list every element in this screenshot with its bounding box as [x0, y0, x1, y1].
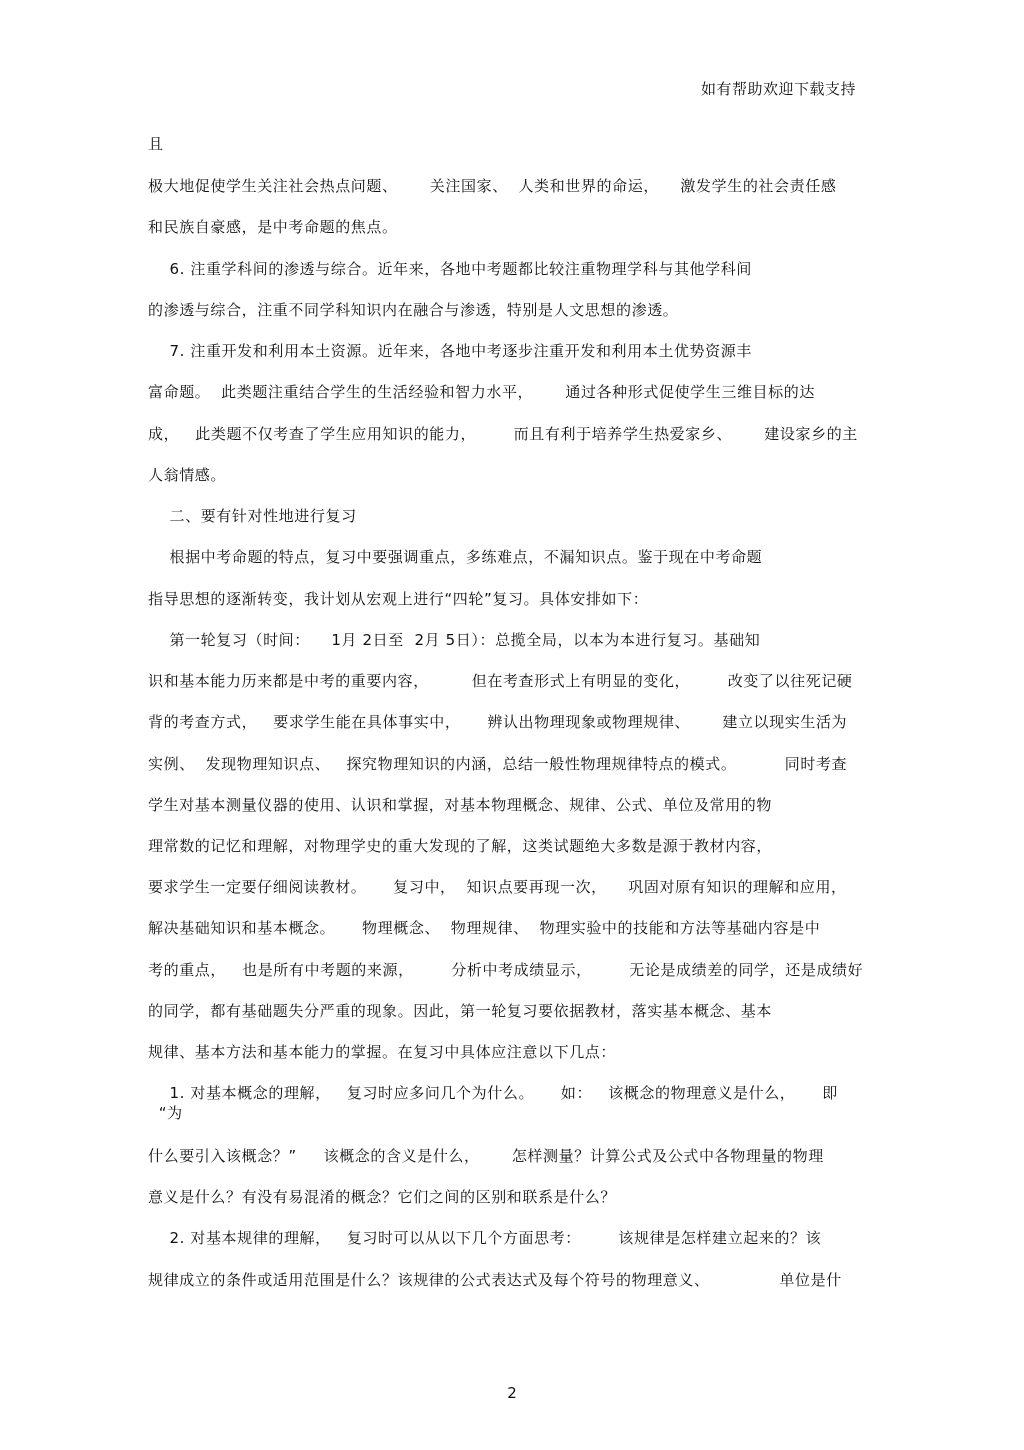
- text-line: 7. 注重开发和利用本土资源。近年来，各地中考逐步注重开发和利用本土优势资源丰: [148, 342, 752, 360]
- text-line: 意义是什么？有没有易混淆的概念？它们之间的区别和联系是什么？: [148, 1188, 617, 1206]
- text-line: 要求学生一定要仔细阅读教材。 复习中， 知识点要再现一次， 巩固对原有知识的理解和应用，: [148, 878, 847, 896]
- text-line: 背的考查方式， 要求学生能在具体事实中， 辨认出物理现象或物理规律、 建立以现实生活为: [148, 713, 848, 731]
- text-line: 极大地促使学生关注社会热点问题、 关注国家、 人类和世界的命运， 激发学生的社会责任感: [148, 177, 837, 195]
- text-line: 指导思想的逐渐转变，我计划从宏观上进行“四轮”复习。具体安排如下：: [148, 590, 649, 608]
- text-line: 实例、 发现物理知识点、 探究物理知识的内涵，总结一般性物理规律特点的模式。 同时考查: [148, 755, 848, 773]
- text-line: 什么要引入该概念？” 该概念的含义是什么， 怎样测量？计算公式及公式中各物理量的物理: [148, 1147, 824, 1165]
- text-line: 且: [148, 135, 164, 153]
- text-line: 解决基础知识和基本概念。 物理概念、 物理规律、 物理实验中的技能和方法等基础内容是中: [148, 919, 821, 937]
- text-line: 规律成立的条件或适用范围是什么？该规律的公式表达式及每个符号的物理意义、 单位是什: [148, 1271, 842, 1289]
- text-line: 的同学，都有基础题失分严重的现象。因此，第一轮复习要依据教材，落实基本概念、基本: [148, 1002, 773, 1020]
- page-header: 如有帮助欢迎下载支持: [700, 80, 856, 98]
- page-number: 2: [507, 1384, 517, 1402]
- text-line: 人翁情感。: [148, 466, 227, 484]
- text-line: 富命题。 此类题注重结合学生的生活经验和智力水平， 通过各种形式促使学生三维目标的达: [148, 383, 815, 401]
- text-line: 理常数的记忆和理解，对物理学史的重大发现的了解，这类试题绝大多数是源于教材内容，: [148, 837, 773, 855]
- text-line: 6. 注重学科间的渗透与综合。近年来，各地中考题都比较注重物理学科与其他学科间: [148, 260, 752, 278]
- section-heading: 二、要有针对性地进行复习: [148, 507, 357, 525]
- text-line: 识和基本能力历来都是中考的重要内容， 但在考查形式上有明显的变化， 改变了以往死记硬: [148, 672, 853, 690]
- text-line: 和民族自豪感，是中考命题的焦点。: [148, 218, 398, 236]
- text-line: 考的重点， 也是所有中考题的来源， 分析中考成绩显示， 无论是成绩差的同学，还是成绩好: [148, 961, 864, 979]
- text-line: 规律、基本方法和基本能力的掌握。在复习中具体应注意以下几点：: [148, 1043, 617, 1061]
- text-line: 学生对基本测量仪器的使用、认识和掌握，对基本物理概念、规律、公式、单位及常用的物: [148, 796, 773, 814]
- text-line: “为: [148, 1104, 183, 1122]
- text-line: 成， 此类题不仅考查了学生应用知识的能力， 而且有利于培养学生热爱家乡、 建设家乡的主: [148, 425, 858, 443]
- text-line: 的渗透与综合，注重不同学科知识内在融合与渗透，特别是人文思想的渗透。: [148, 301, 679, 319]
- text-line: 根据中考命题的特点，复习中要强调重点，多练难点，不漏知识点。鉴于现在中考命题: [148, 548, 763, 566]
- text-line: 1. 对基本概念的理解， 复习时应多问几个为什么。 如： 该概念的物理意义是什么， 即: [148, 1084, 838, 1102]
- text-line: 第一轮复习（时间： 1月 2日至 2月 5日）：总揽全局，以本为本进行复习。基础知: [148, 631, 761, 649]
- text-line: 2. 对基本规律的理解， 复习时可以从以下几个方面思考： 该规律是怎样建立起来的？该: [148, 1229, 822, 1247]
